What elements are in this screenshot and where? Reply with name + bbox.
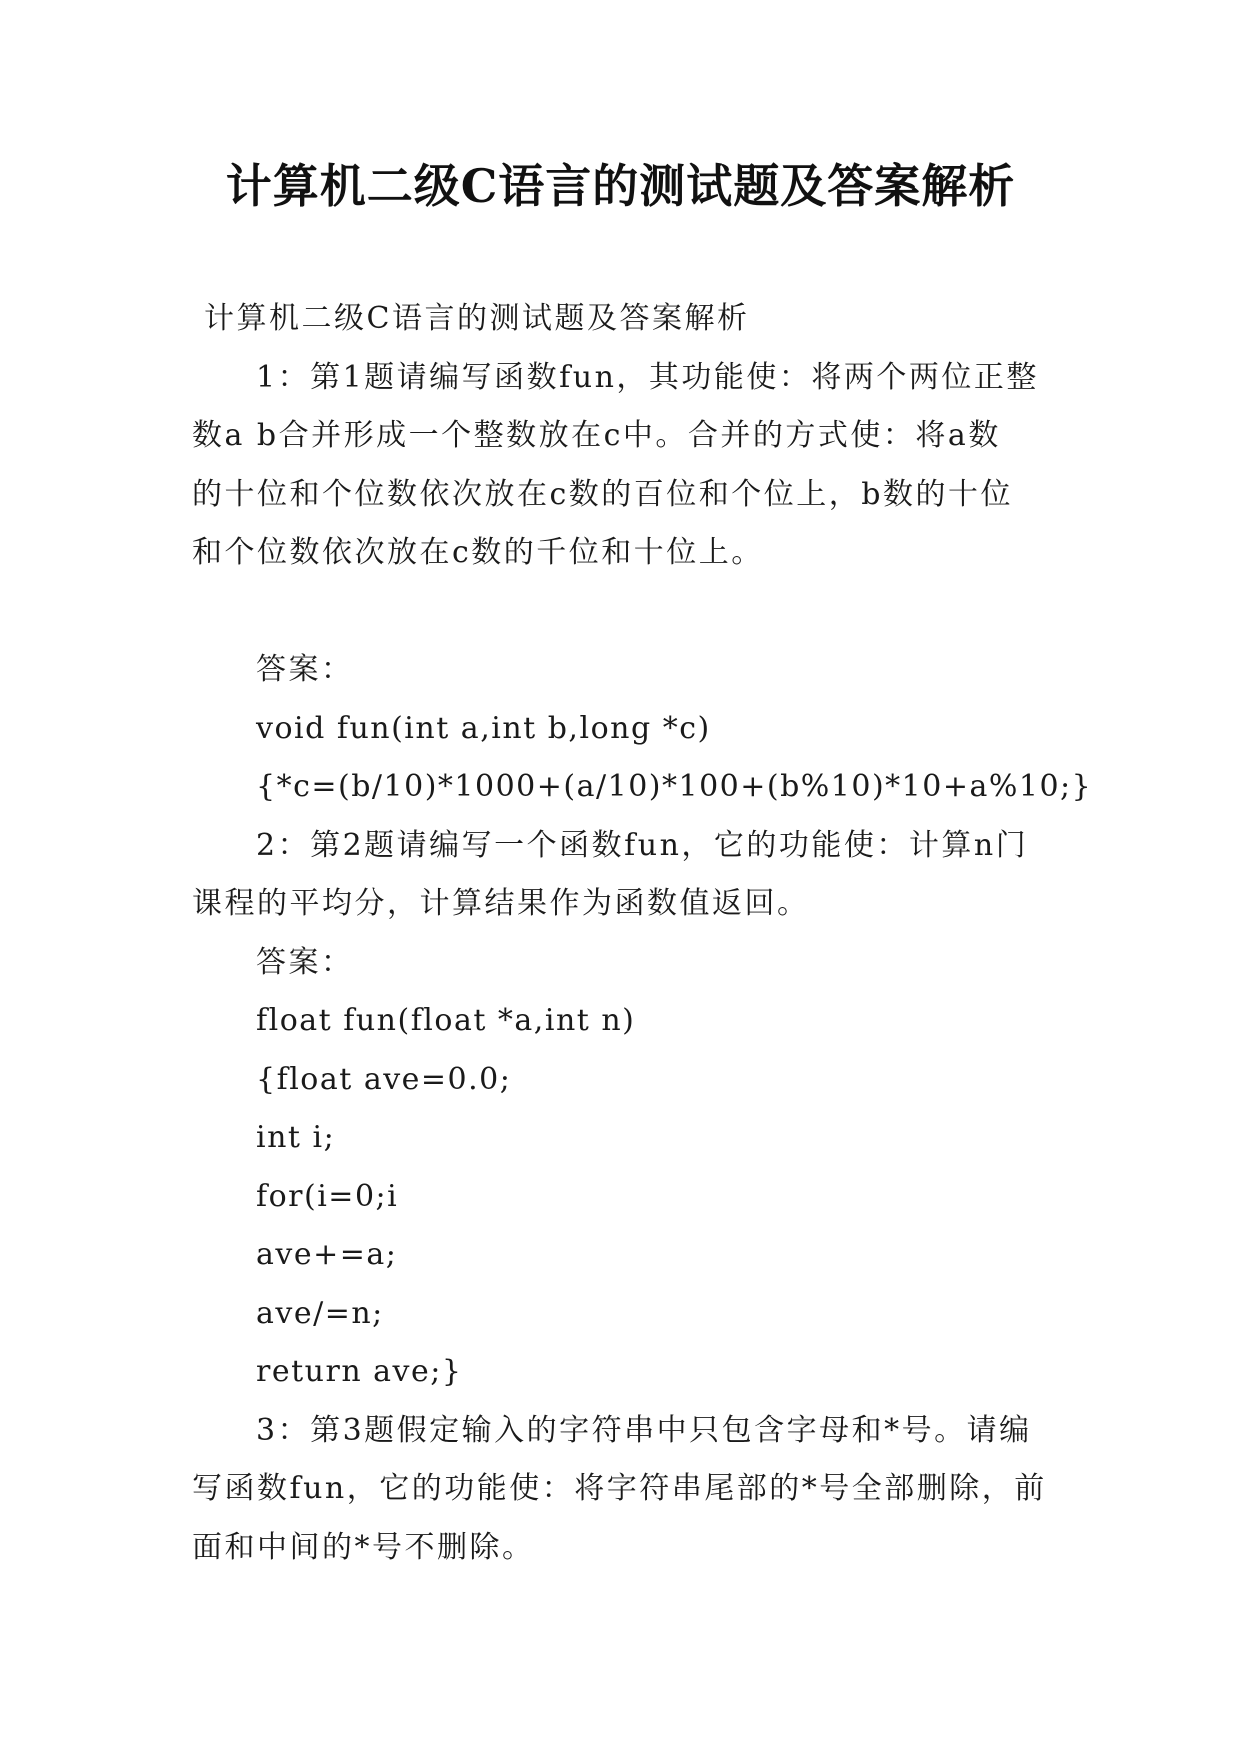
document-subtitle: 计算机二级C语言的测试题及答案解析	[204, 301, 750, 336]
text-line: 1：第1题请编写函数fun，其功能使：将两个两位正整	[256, 359, 1039, 395]
text-line: {*c=(b/10)*1000+(a/10)*100+(b%10)*10+a%10;}	[256, 769, 1093, 804]
paragraph-gap	[192, 583, 1062, 642]
text-line: 答案：	[256, 944, 354, 980]
text-line: 数a b合并形成一个整数放在c中。合并的方式使：将a数	[192, 418, 1001, 453]
text-line: 课程的平均分，计算结果作为函数值返回。	[192, 886, 810, 921]
text-line: int i;	[256, 1120, 336, 1155]
text-line: 2：第2题请编写一个函数fun，它的功能使：计算n门	[256, 827, 1029, 863]
text-line: 答案：	[256, 652, 354, 687]
document-body	[192, 290, 1093, 1577]
text-line: 写函数fun，它的功能使：将字符串尾部的*号全部删除，前	[192, 1471, 1047, 1506]
text-line: 和个位数依次放在c数的千位和十位上。	[192, 535, 764, 570]
text-line: ave+=a;	[256, 1237, 398, 1272]
text-line: void fun(int a,int b,long *c)	[256, 710, 711, 746]
text-line: ave/=n;	[256, 1295, 384, 1331]
text-line: 3：第3题假定输入的字符串中只包含字母和*号。请编	[256, 1412, 1032, 1448]
document-title: 计算机二级C语言的测试题及答案解析	[225, 159, 1016, 213]
text-line: 面和中间的*号不删除。	[192, 1529, 535, 1565]
text-line: {float ave=0.0;	[256, 1061, 512, 1097]
text-line: 的十位和个位数依次放在c数的百位和个位上，b数的十位	[192, 476, 1014, 512]
text-line: return ave;}	[256, 1354, 463, 1389]
text-line: for(i=0;i	[256, 1178, 399, 1214]
body-lines	[192, 349, 1093, 1578]
text-line: float fun(float *a,int n)	[256, 1003, 636, 1038]
